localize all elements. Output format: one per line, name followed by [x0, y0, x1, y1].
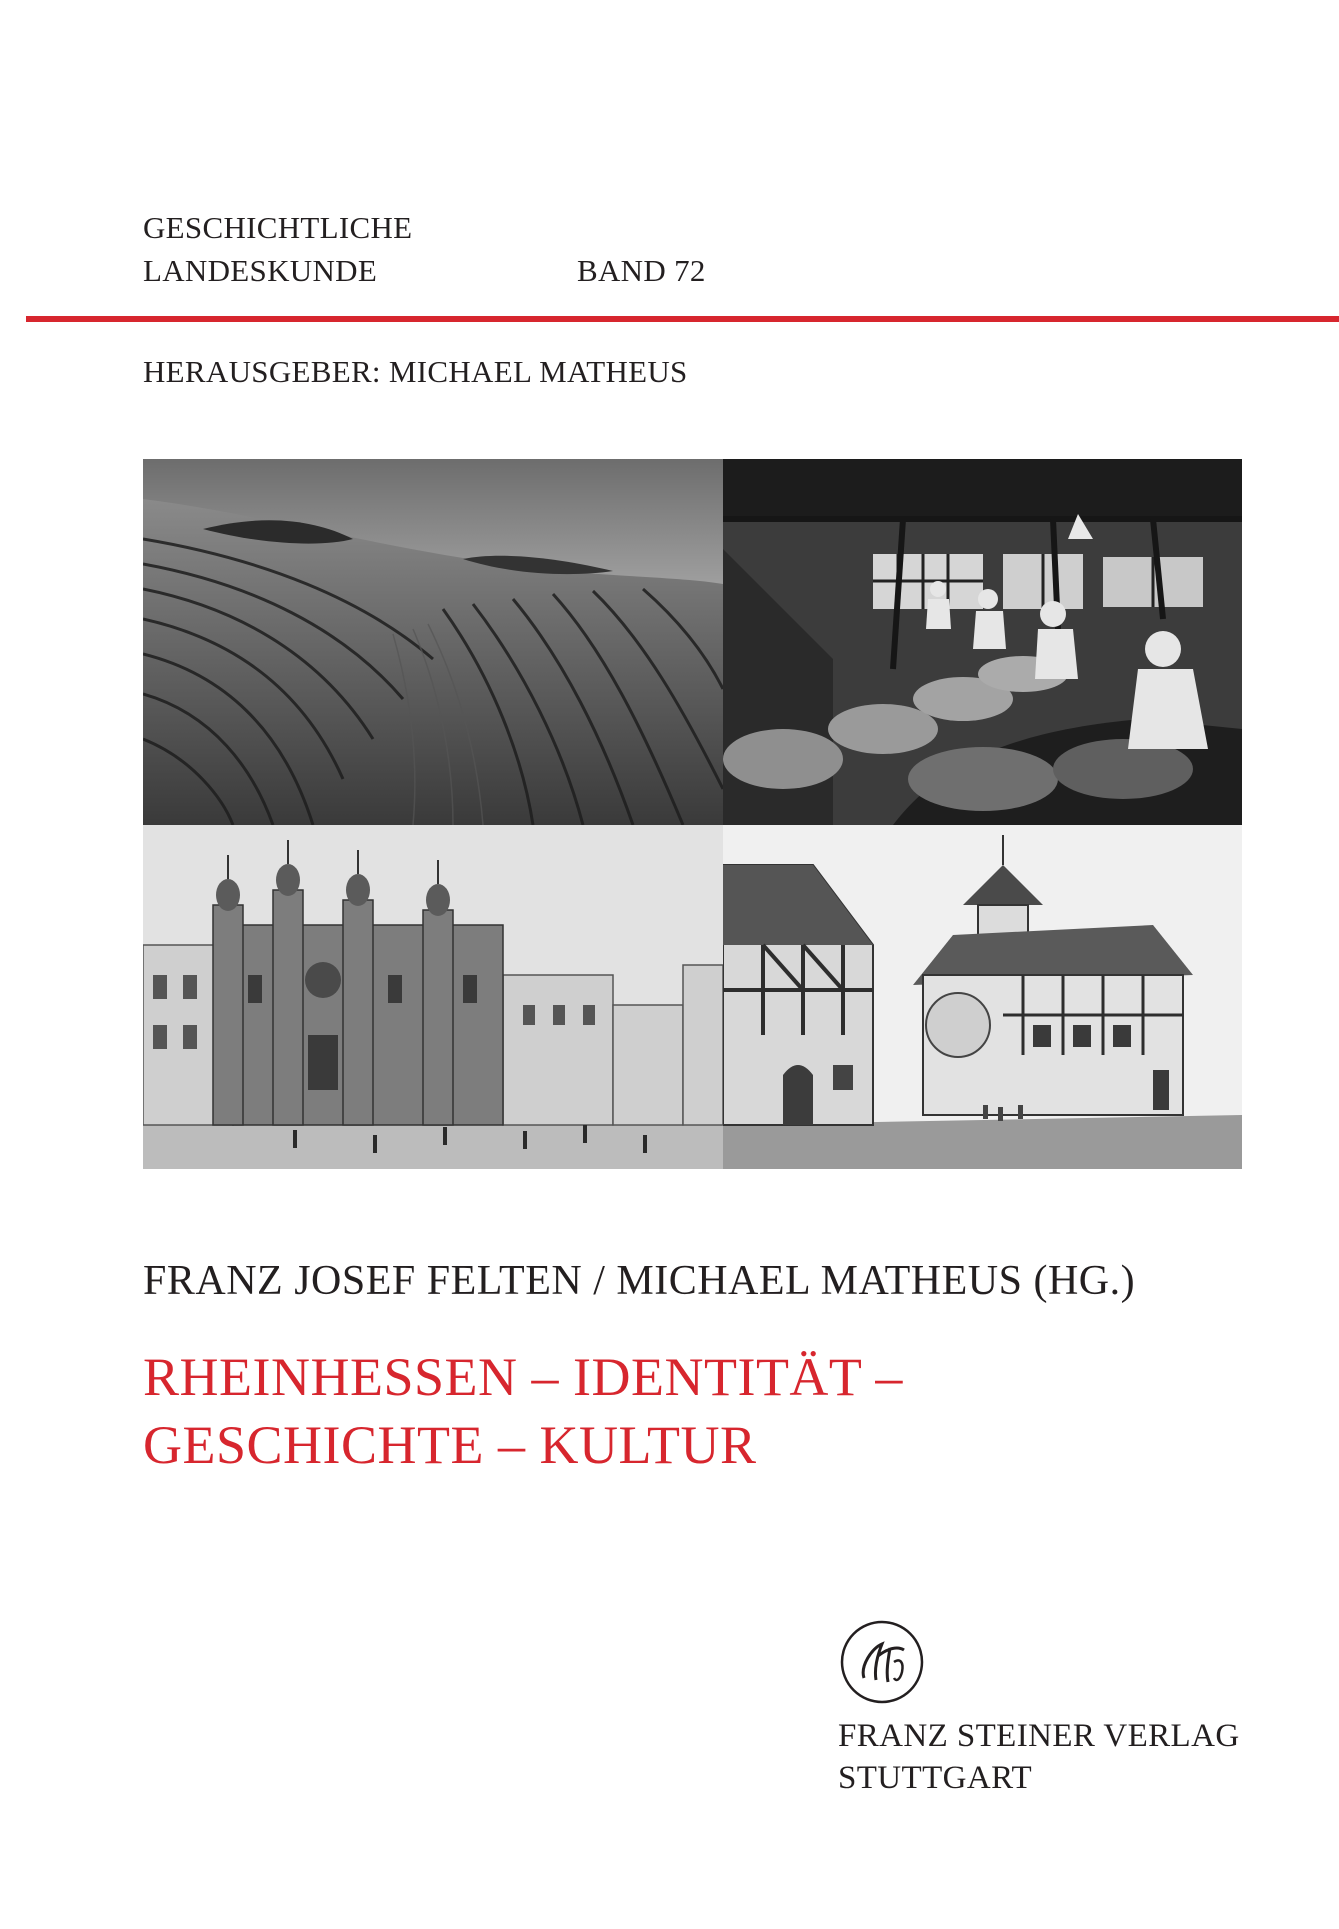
vineyard-photo — [143, 459, 723, 825]
series-editor: HERAUSGEBER: MICHAEL MATHEUS — [143, 354, 688, 389]
cover-photo-grid — [143, 459, 1242, 1169]
publisher-city: STUTTGART — [838, 1760, 1033, 1796]
publisher-logo-icon — [838, 1618, 926, 1706]
editors-line: FRANZ JOSEF FELTEN / MICHAEL MATHEUS (HG.) — [143, 1258, 1136, 1304]
factory-workers-photo — [723, 459, 1242, 825]
publisher-name: FRANZ STEINER VERLAG — [838, 1718, 1240, 1754]
volume-number: BAND 72 — [577, 253, 706, 288]
book-title-line-1: RHEINHESSEN – IDENTITÄT – — [143, 1347, 903, 1407]
synagogue-street-engraving — [143, 825, 723, 1169]
series-title-line-2: LANDESKUNDE — [143, 253, 378, 288]
red-divider-rule — [26, 316, 1339, 322]
half-timbered-village-photo — [723, 825, 1242, 1169]
series-title-line-1: GESCHICHTLICHE — [143, 210, 413, 245]
book-title-line-2: GESCHICHTE – KULTUR — [143, 1415, 757, 1475]
